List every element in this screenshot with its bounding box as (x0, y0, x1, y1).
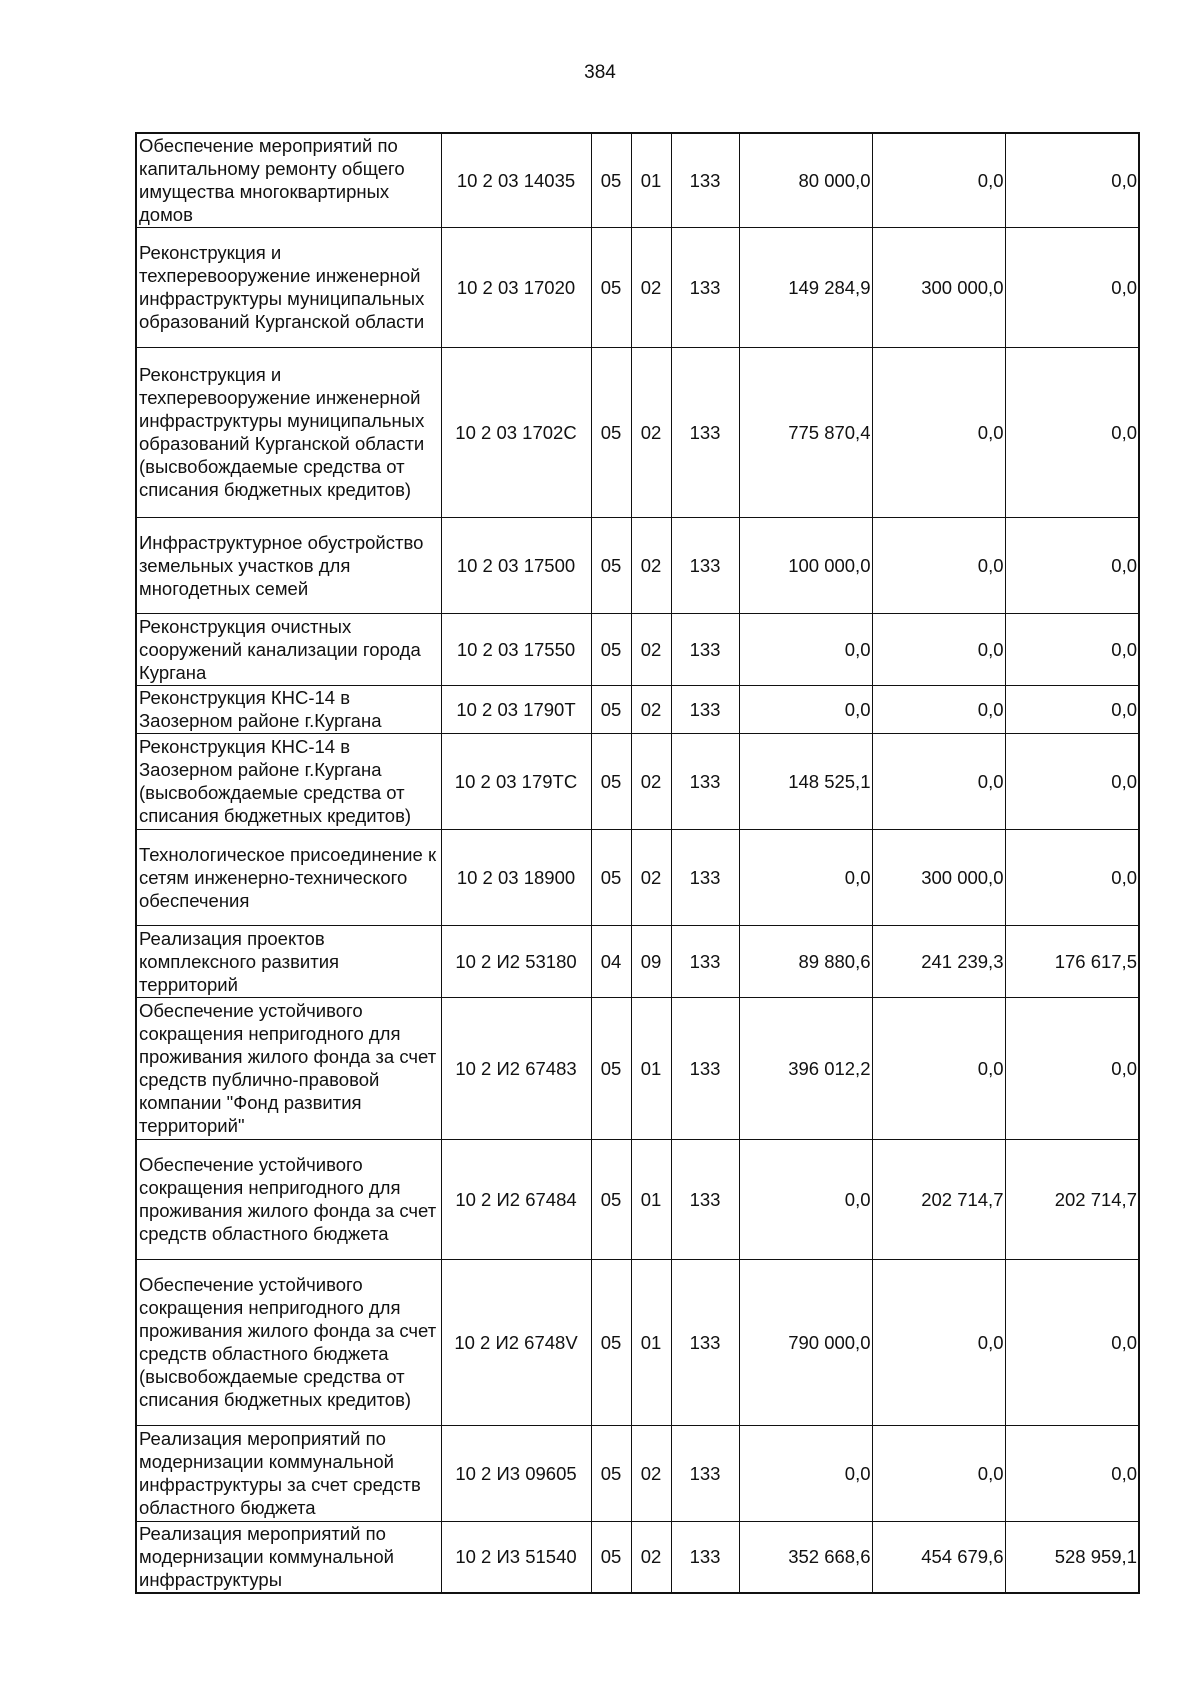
row-code: 10 2 03 179ТС (441, 733, 591, 829)
row-sum-1: 790 000,0 (739, 1259, 872, 1425)
table-row (136, 347, 1139, 517)
row-sum-2: 300 000,0 (872, 227, 1005, 347)
row-sum-2: 0,0 (872, 347, 1005, 517)
row-name: Реализация мероприятий по модернизации коммунальной инфраструктуры (136, 1521, 441, 1593)
row-section: 05 (591, 227, 631, 347)
row-name: Обеспечение устойчивого сокращения непригодного для проживания жилого фонда за счет средств областного бюджета (высвобождаемые средства от списания бюджетных кредитов) (136, 1259, 441, 1425)
row-code: 10 2 03 1702С (441, 347, 591, 517)
table-row (136, 685, 1139, 733)
row-sum-1: 148 525,1 (739, 733, 872, 829)
row-sum-1: 0,0 (739, 1425, 872, 1521)
row-sum-2: 0,0 (872, 1425, 1005, 1521)
row-section: 05 (591, 1139, 631, 1259)
table-row (136, 997, 1139, 1139)
row-sum-3: 0,0 (1005, 227, 1139, 347)
row-code: 10 2 И2 67484 (441, 1139, 591, 1259)
row-sum-2: 0,0 (872, 613, 1005, 685)
row-kvr: 133 (671, 1425, 739, 1521)
row-code: 10 2 03 17550 (441, 613, 591, 685)
row-kvr: 133 (671, 1521, 739, 1593)
row-name: Реализация проектов комплексного развития территорий (136, 925, 441, 997)
row-sum-1: 0,0 (739, 829, 872, 925)
row-sum-2: 241 239,3 (872, 925, 1005, 997)
row-name: Технологическое присоединение к сетям инженерно-технического обеспечения (136, 829, 441, 925)
table-row (136, 1259, 1139, 1425)
row-section: 05 (591, 1425, 631, 1521)
row-subsection: 02 (631, 347, 671, 517)
row-sum-1: 0,0 (739, 613, 872, 685)
row-section: 05 (591, 517, 631, 613)
row-kvr: 133 (671, 1139, 739, 1259)
row-sum-3: 0,0 (1005, 1425, 1139, 1521)
row-sum-1: 775 870,4 (739, 347, 872, 517)
table-row (136, 227, 1139, 347)
row-sum-2: 0,0 (872, 733, 1005, 829)
table-row (136, 1425, 1139, 1521)
row-name: Реализация мероприятий по модернизации коммунальной инфраструктуры за счет средств областного бюджета (136, 1425, 441, 1521)
row-sum-2: 0,0 (872, 685, 1005, 733)
row-sum-1: 100 000,0 (739, 517, 872, 613)
row-code: 10 2 03 14035 (441, 133, 591, 227)
table-row (136, 1139, 1139, 1259)
row-sum-1: 396 012,2 (739, 997, 872, 1139)
row-kvr: 133 (671, 829, 739, 925)
row-section: 05 (591, 1521, 631, 1593)
row-sum-3: 0,0 (1005, 997, 1139, 1139)
table-row (136, 517, 1139, 613)
row-subsection: 01 (631, 1259, 671, 1425)
row-section: 05 (591, 997, 631, 1139)
row-code: 10 2 03 17020 (441, 227, 591, 347)
row-kvr: 133 (671, 517, 739, 613)
row-sum-3: 0,0 (1005, 685, 1139, 733)
row-name: Обеспечение устойчивого сокращения непригодного для проживания жилого фонда за счет средств областного бюджета (136, 1139, 441, 1259)
row-subsection: 02 (631, 1425, 671, 1521)
row-subsection: 02 (631, 613, 671, 685)
row-code: 10 2 И2 53180 (441, 925, 591, 997)
row-sum-2: 0,0 (872, 133, 1005, 227)
table-row (136, 1521, 1139, 1593)
row-sum-1: 0,0 (739, 1139, 872, 1259)
row-sum-1: 149 284,9 (739, 227, 872, 347)
row-sum-3: 202 714,7 (1005, 1139, 1139, 1259)
row-sum-1: 0,0 (739, 685, 872, 733)
row-name: Реконструкция КНС-14 в Заозерном районе г.Кургана (высвобождаемые средства от списания бюджетных кредитов) (136, 733, 441, 829)
budget-table-body (136, 133, 1139, 1593)
row-subsection: 01 (631, 1139, 671, 1259)
row-sum-2: 300 000,0 (872, 829, 1005, 925)
row-kvr: 133 (671, 925, 739, 997)
row-kvr: 133 (671, 133, 739, 227)
table-row (136, 613, 1139, 685)
row-kvr: 133 (671, 733, 739, 829)
row-section: 05 (591, 133, 631, 227)
row-sum-2: 202 714,7 (872, 1139, 1005, 1259)
budget-table (135, 132, 1140, 1594)
row-name: Реконструкция КНС-14 в Заозерном районе г.Кургана (136, 685, 441, 733)
row-sum-2: 0,0 (872, 997, 1005, 1139)
row-code: 10 2 03 17500 (441, 517, 591, 613)
row-sum-3: 0,0 (1005, 733, 1139, 829)
row-sum-3: 0,0 (1005, 829, 1139, 925)
row-sum-2: 0,0 (872, 517, 1005, 613)
row-code: 10 2 И2 67483 (441, 997, 591, 1139)
row-subsection: 02 (631, 829, 671, 925)
row-code: 10 2 И2 6748V (441, 1259, 591, 1425)
row-sum-3: 528 959,1 (1005, 1521, 1139, 1593)
row-section: 05 (591, 829, 631, 925)
row-code: 10 2 03 1790Т (441, 685, 591, 733)
row-code: 10 2 И3 51540 (441, 1521, 591, 1593)
row-section: 05 (591, 685, 631, 733)
row-section: 05 (591, 347, 631, 517)
table-row (136, 925, 1139, 997)
row-code: 10 2 И3 09605 (441, 1425, 591, 1521)
row-subsection: 02 (631, 685, 671, 733)
table-row (136, 133, 1139, 227)
row-sum-3: 0,0 (1005, 347, 1139, 517)
row-sum-1: 89 880,6 (739, 925, 872, 997)
row-kvr: 133 (671, 997, 739, 1139)
row-kvr: 133 (671, 613, 739, 685)
page-number: 384 (584, 62, 616, 83)
row-sum-3: 0,0 (1005, 517, 1139, 613)
row-code: 10 2 03 18900 (441, 829, 591, 925)
row-subsection: 02 (631, 227, 671, 347)
row-section: 04 (591, 925, 631, 997)
table-row (136, 733, 1139, 829)
row-subsection: 02 (631, 1521, 671, 1593)
row-kvr: 133 (671, 347, 739, 517)
row-sum-2: 0,0 (872, 1259, 1005, 1425)
row-kvr: 133 (671, 685, 739, 733)
row-subsection: 01 (631, 997, 671, 1139)
row-sum-1: 80 000,0 (739, 133, 872, 227)
row-section: 05 (591, 613, 631, 685)
row-sum-3: 0,0 (1005, 1259, 1139, 1425)
row-subsection: 09 (631, 925, 671, 997)
row-sum-2: 454 679,6 (872, 1521, 1005, 1593)
row-sum-3: 0,0 (1005, 133, 1139, 227)
row-subsection: 02 (631, 733, 671, 829)
row-kvr: 133 (671, 1259, 739, 1425)
row-name: Реконструкция и техперевооружение инженерной инфраструктуры муниципальных образований Курганской области (высвобождаемые средства от списания бюджетных кредитов) (136, 347, 441, 517)
row-name: Инфраструктурное обустройство земельных участков для многодетных семей (136, 517, 441, 613)
row-section: 05 (591, 733, 631, 829)
row-sum-3: 176 617,5 (1005, 925, 1139, 997)
table-row (136, 829, 1139, 925)
row-name: Реконструкция и техперевооружение инженерной инфраструктуры муниципальных образований Курганской области (136, 227, 441, 347)
row-subsection: 01 (631, 133, 671, 227)
row-name: Обеспечение устойчивого сокращения непригодного для проживания жилого фонда за счет средств публично-правовой компании "Фонд развития территорий" (136, 997, 441, 1139)
row-kvr: 133 (671, 227, 739, 347)
row-name: Реконструкция очистных сооружений канализации города Кургана (136, 613, 441, 685)
row-subsection: 02 (631, 517, 671, 613)
row-sum-1: 352 668,6 (739, 1521, 872, 1593)
row-name: Обеспечение мероприятий по капитальному ремонту общего имущества многоквартирных домов (136, 133, 441, 227)
row-sum-3: 0,0 (1005, 613, 1139, 685)
row-section: 05 (591, 1259, 631, 1425)
